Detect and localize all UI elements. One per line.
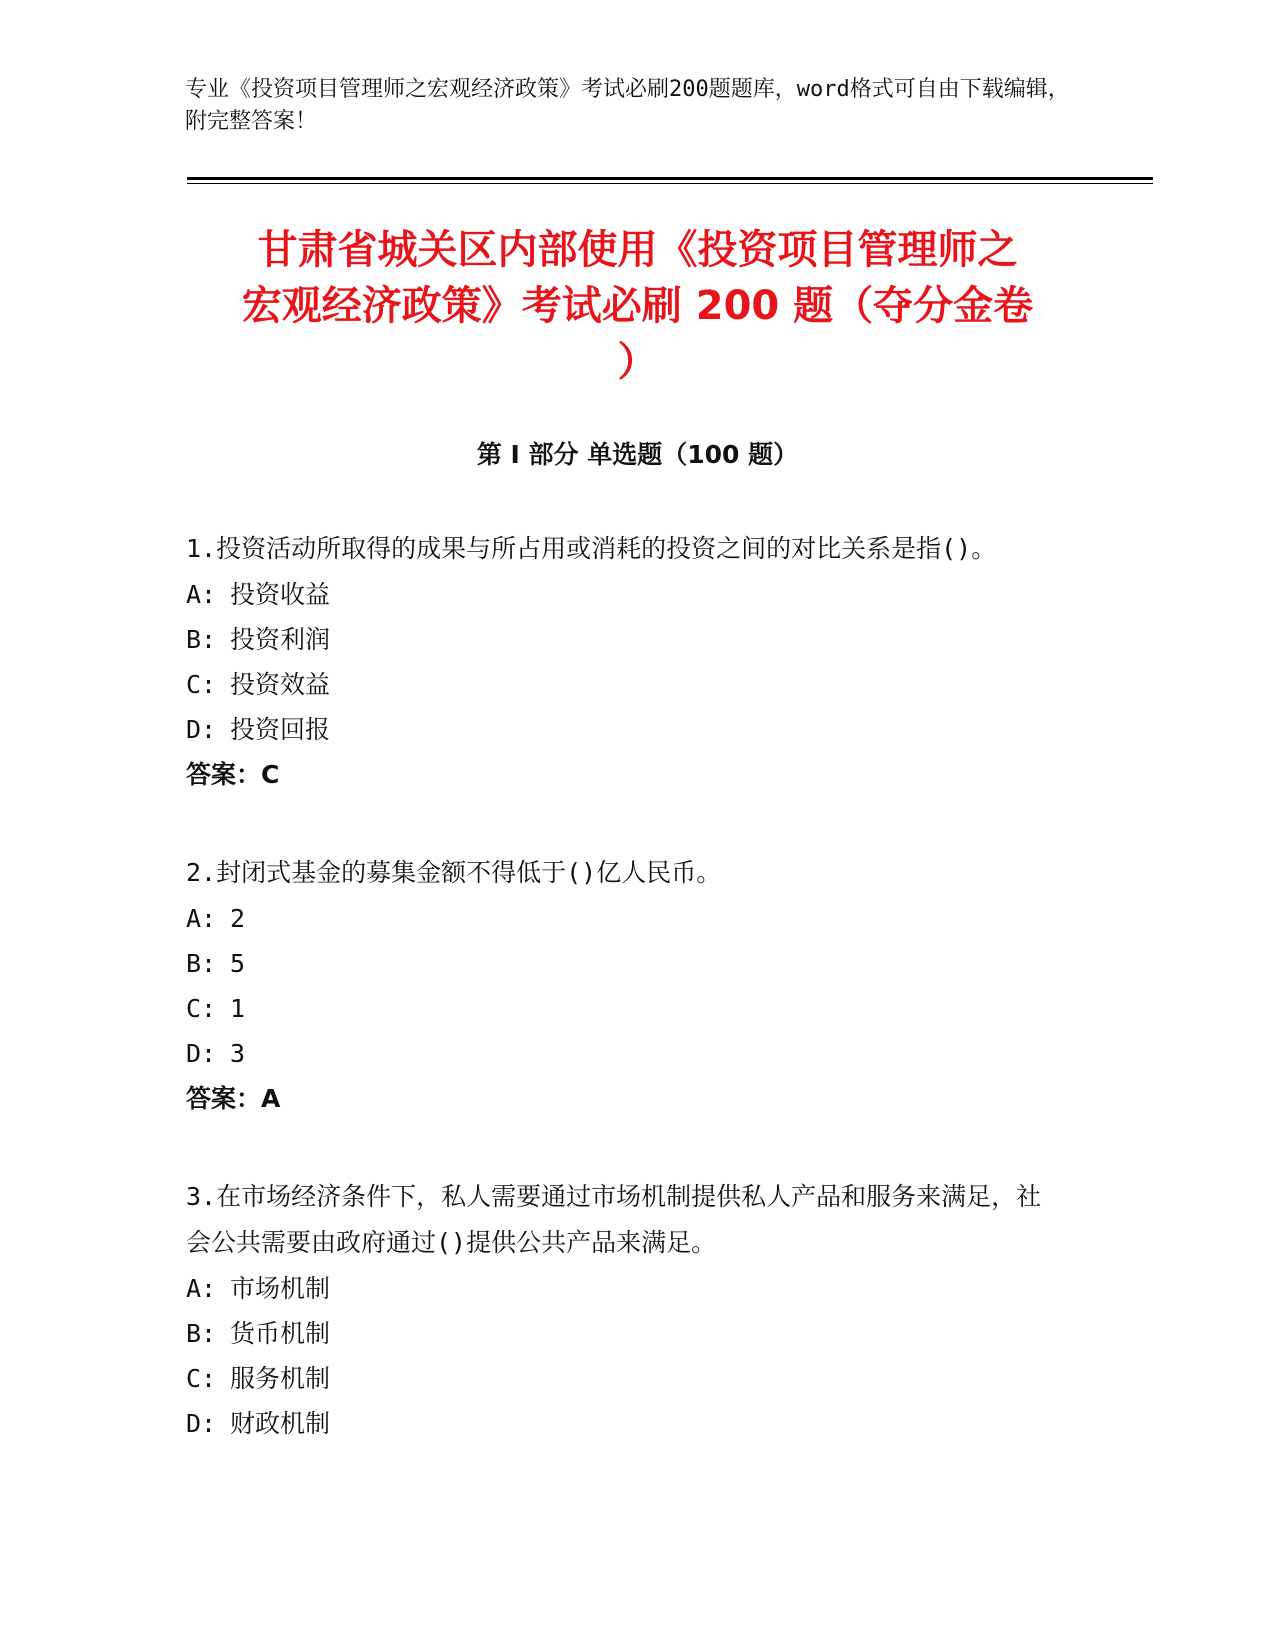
option-b (186, 1311, 1066, 1356)
option-key: B: (186, 949, 217, 978)
option-text: 财政机制 (230, 1409, 331, 1438)
option-key: D: (186, 1409, 217, 1438)
option-text: 投资利润 (230, 625, 331, 654)
option-a (186, 1266, 1066, 1311)
question-stem: 2.封闭式基金的募集金额不得低于()亿人民币。 (186, 858, 722, 887)
option-a (186, 896, 1066, 941)
question-1 (186, 526, 1066, 798)
option-c (186, 1356, 1066, 1401)
option-key: D: (186, 1039, 217, 1068)
option-text: 货币机制 (230, 1319, 331, 1348)
question-stem: 1.投资活动所取得的成果与所占用或消耗的投资之间的对比关系是指()。 (186, 534, 997, 563)
option-d (186, 1031, 1066, 1076)
question-list (186, 526, 1066, 1446)
document-title (180, 222, 1095, 390)
option-b (186, 617, 1066, 662)
option-text: 3 (230, 1039, 246, 1068)
title-line-2: 宏观经济政策》考试必刷 200 题（夺分金卷 (241, 283, 1034, 329)
option-b (186, 941, 1066, 986)
question-2 (186, 850, 1066, 1122)
question-spacer (186, 798, 1066, 850)
option-key: C: (186, 1364, 217, 1393)
option-a (186, 572, 1066, 617)
option-text: 投资效益 (230, 670, 331, 699)
title-line-3: ） (617, 339, 658, 385)
option-text: 2 (230, 904, 246, 933)
header-note: 专业《投资项目管理师之宏观经济政策》考试必刷200题题库，word格式可自由下载编辑，附完整答案！ (185, 77, 1070, 134)
option-text: 1 (230, 994, 246, 1023)
option-d (186, 1401, 1066, 1446)
question-stem: 3.在市场经济条件下，私人需要通过市场机制提供私人产品和服务来满足，社会公共需要由政府通过()提供公共产品来满足。 (186, 1182, 1042, 1257)
option-c (186, 662, 1066, 707)
question-spacer (186, 1122, 1066, 1174)
option-text: 5 (230, 949, 246, 978)
option-key: A: (186, 904, 217, 933)
option-key: C: (186, 994, 217, 1023)
option-key: C: (186, 670, 217, 699)
option-key: B: (186, 625, 217, 654)
header-divider-thin (187, 183, 1153, 184)
option-c (186, 986, 1066, 1031)
section-title: 第 I 部分 单选题（100 题） (476, 440, 799, 469)
option-key: A: (186, 580, 217, 609)
title-line-1: 甘肃省城关区内部使用《投资项目管理师之 (257, 227, 1018, 273)
option-text: 投资回报 (230, 715, 331, 744)
option-key: D: (186, 715, 217, 744)
option-text: 投资收益 (230, 580, 331, 609)
answer-line: 答案：C (186, 760, 280, 789)
option-text: 市场机制 (230, 1274, 331, 1303)
option-text: 服务机制 (230, 1364, 331, 1393)
option-key: A: (186, 1274, 217, 1303)
question-3 (186, 1174, 1066, 1446)
header-divider-thick (187, 177, 1153, 180)
option-key: B: (186, 1319, 217, 1348)
option-d (186, 707, 1066, 752)
answer-line: 答案：A (186, 1084, 281, 1113)
